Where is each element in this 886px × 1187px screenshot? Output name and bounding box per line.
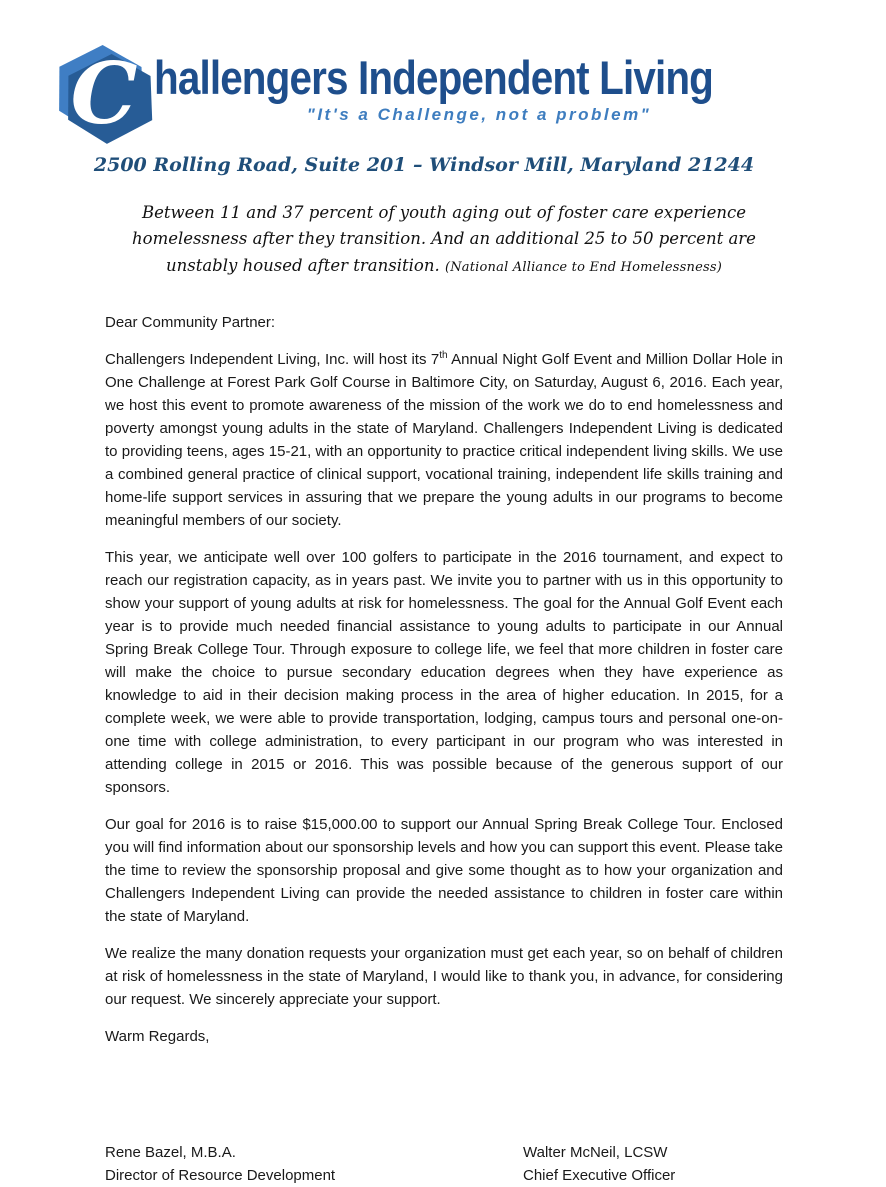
signature-left xyxy=(105,1141,523,1187)
paragraph-3: Our goal for 2016 is to raise $15,000.00 to support our Annual Spring Break College Tour. Enclosed you will find information about our sponsorship levels and how you can support this event. Please take the time to review the sponsorship proposal and give some thought as to how your organization and Challengers Independent Living can provide the needed assistance to children in foster care within the state of Maryland. xyxy=(105,816,783,926)
pull-quote-text: Between 11 and 37 percent of youth aging out of foster care experience homelessness after they transition. And an additional 25 to 50 percent are unstably housed after transition. xyxy=(132,203,756,275)
signer-name: Rene Bazel, M.B.A. xyxy=(105,1144,236,1162)
signature-right xyxy=(523,1141,675,1187)
paragraph-1-rest: Annual Night Golf Event and Million Dollar Hole in One Challenge at Forest Park Golf Course in Baltimore City, on Saturday, August 6, 2016. Each year, we host this event to promote awareness of the mission of the work we do to end homelessness and poverty amongst young adults in the state of Maryland. Challengers Independent Living is dedicated to providing teens, ages 15-21, with an opportunity to practice critical independent living skills. We use a combined general practice of clinical support, vocational training, independent life skills training and home-life support services in assuring that we prepare the young adults in our programs to become meaningful members of our society. xyxy=(105,351,783,530)
letterhead xyxy=(70,44,783,176)
org-hexagon-logo-icon xyxy=(54,46,158,146)
signer-title: Director of Resource Development xyxy=(105,1167,336,1185)
ordinal-superscript: th xyxy=(439,350,448,362)
org-address: 2500 Rolling Road, Suite 201 – Windsor Mill, Maryland 21244 xyxy=(93,154,755,176)
paragraph-1-start: Challengers Independent Living, Inc. will host its 7 xyxy=(105,351,440,369)
org-wordmark: hallengers Independent Living xyxy=(154,51,714,104)
paragraph-2: This year, we anticipate well over 100 golfers to participate in the 2016 tournament, and expect to reach our registration capacity, as in years past. We invite you to partner with us in this opportunity to show your support of young adults at risk for homelessness. The goal for the Annual Golf Event each year is to provide much needed financial assistance to young adults to participate in our Annual Spring Break College Tour. Through exposure to college life, we feel that more children in foster care will make the choice to pursue secondary education degrees when they have experience as knowledge to aid in their decision making process in the area of higher education. In 2015, for a complete week, we were able to provide transportation, lodging, campus tours and personal one-on-one time with college administration, to every participant in our program who was interested in attending college in 2015 or 2016. This was possible because of the generous support of our sponsors. xyxy=(105,549,783,797)
letter-body xyxy=(105,311,783,1187)
closing: Warm Regards, xyxy=(105,1028,210,1046)
pull-quote xyxy=(114,200,774,279)
wordmark-column xyxy=(154,44,804,125)
org-tagline: "It's a Challenge, not a problem" xyxy=(306,104,652,124)
logo-row xyxy=(70,44,783,146)
signer-title: Chief Executive Officer xyxy=(523,1167,676,1185)
paragraph-1 xyxy=(105,348,783,532)
signer-name: Walter McNeil, LCSW xyxy=(523,1144,668,1162)
paragraph-4: We realize the many donation requests your organization must get each year, so on behalf of children at risk of homelessness in the state of Maryland, I would like to thank you, in advance, for considering our request. We sincerely appreciate your support. xyxy=(105,945,783,1009)
salutation: Dear Community Partner: xyxy=(105,314,276,332)
logo-letter-c: C xyxy=(70,44,138,143)
pull-quote-citation: (National Alliance to End Homelessness) xyxy=(444,259,723,275)
signature-block xyxy=(105,1141,783,1187)
